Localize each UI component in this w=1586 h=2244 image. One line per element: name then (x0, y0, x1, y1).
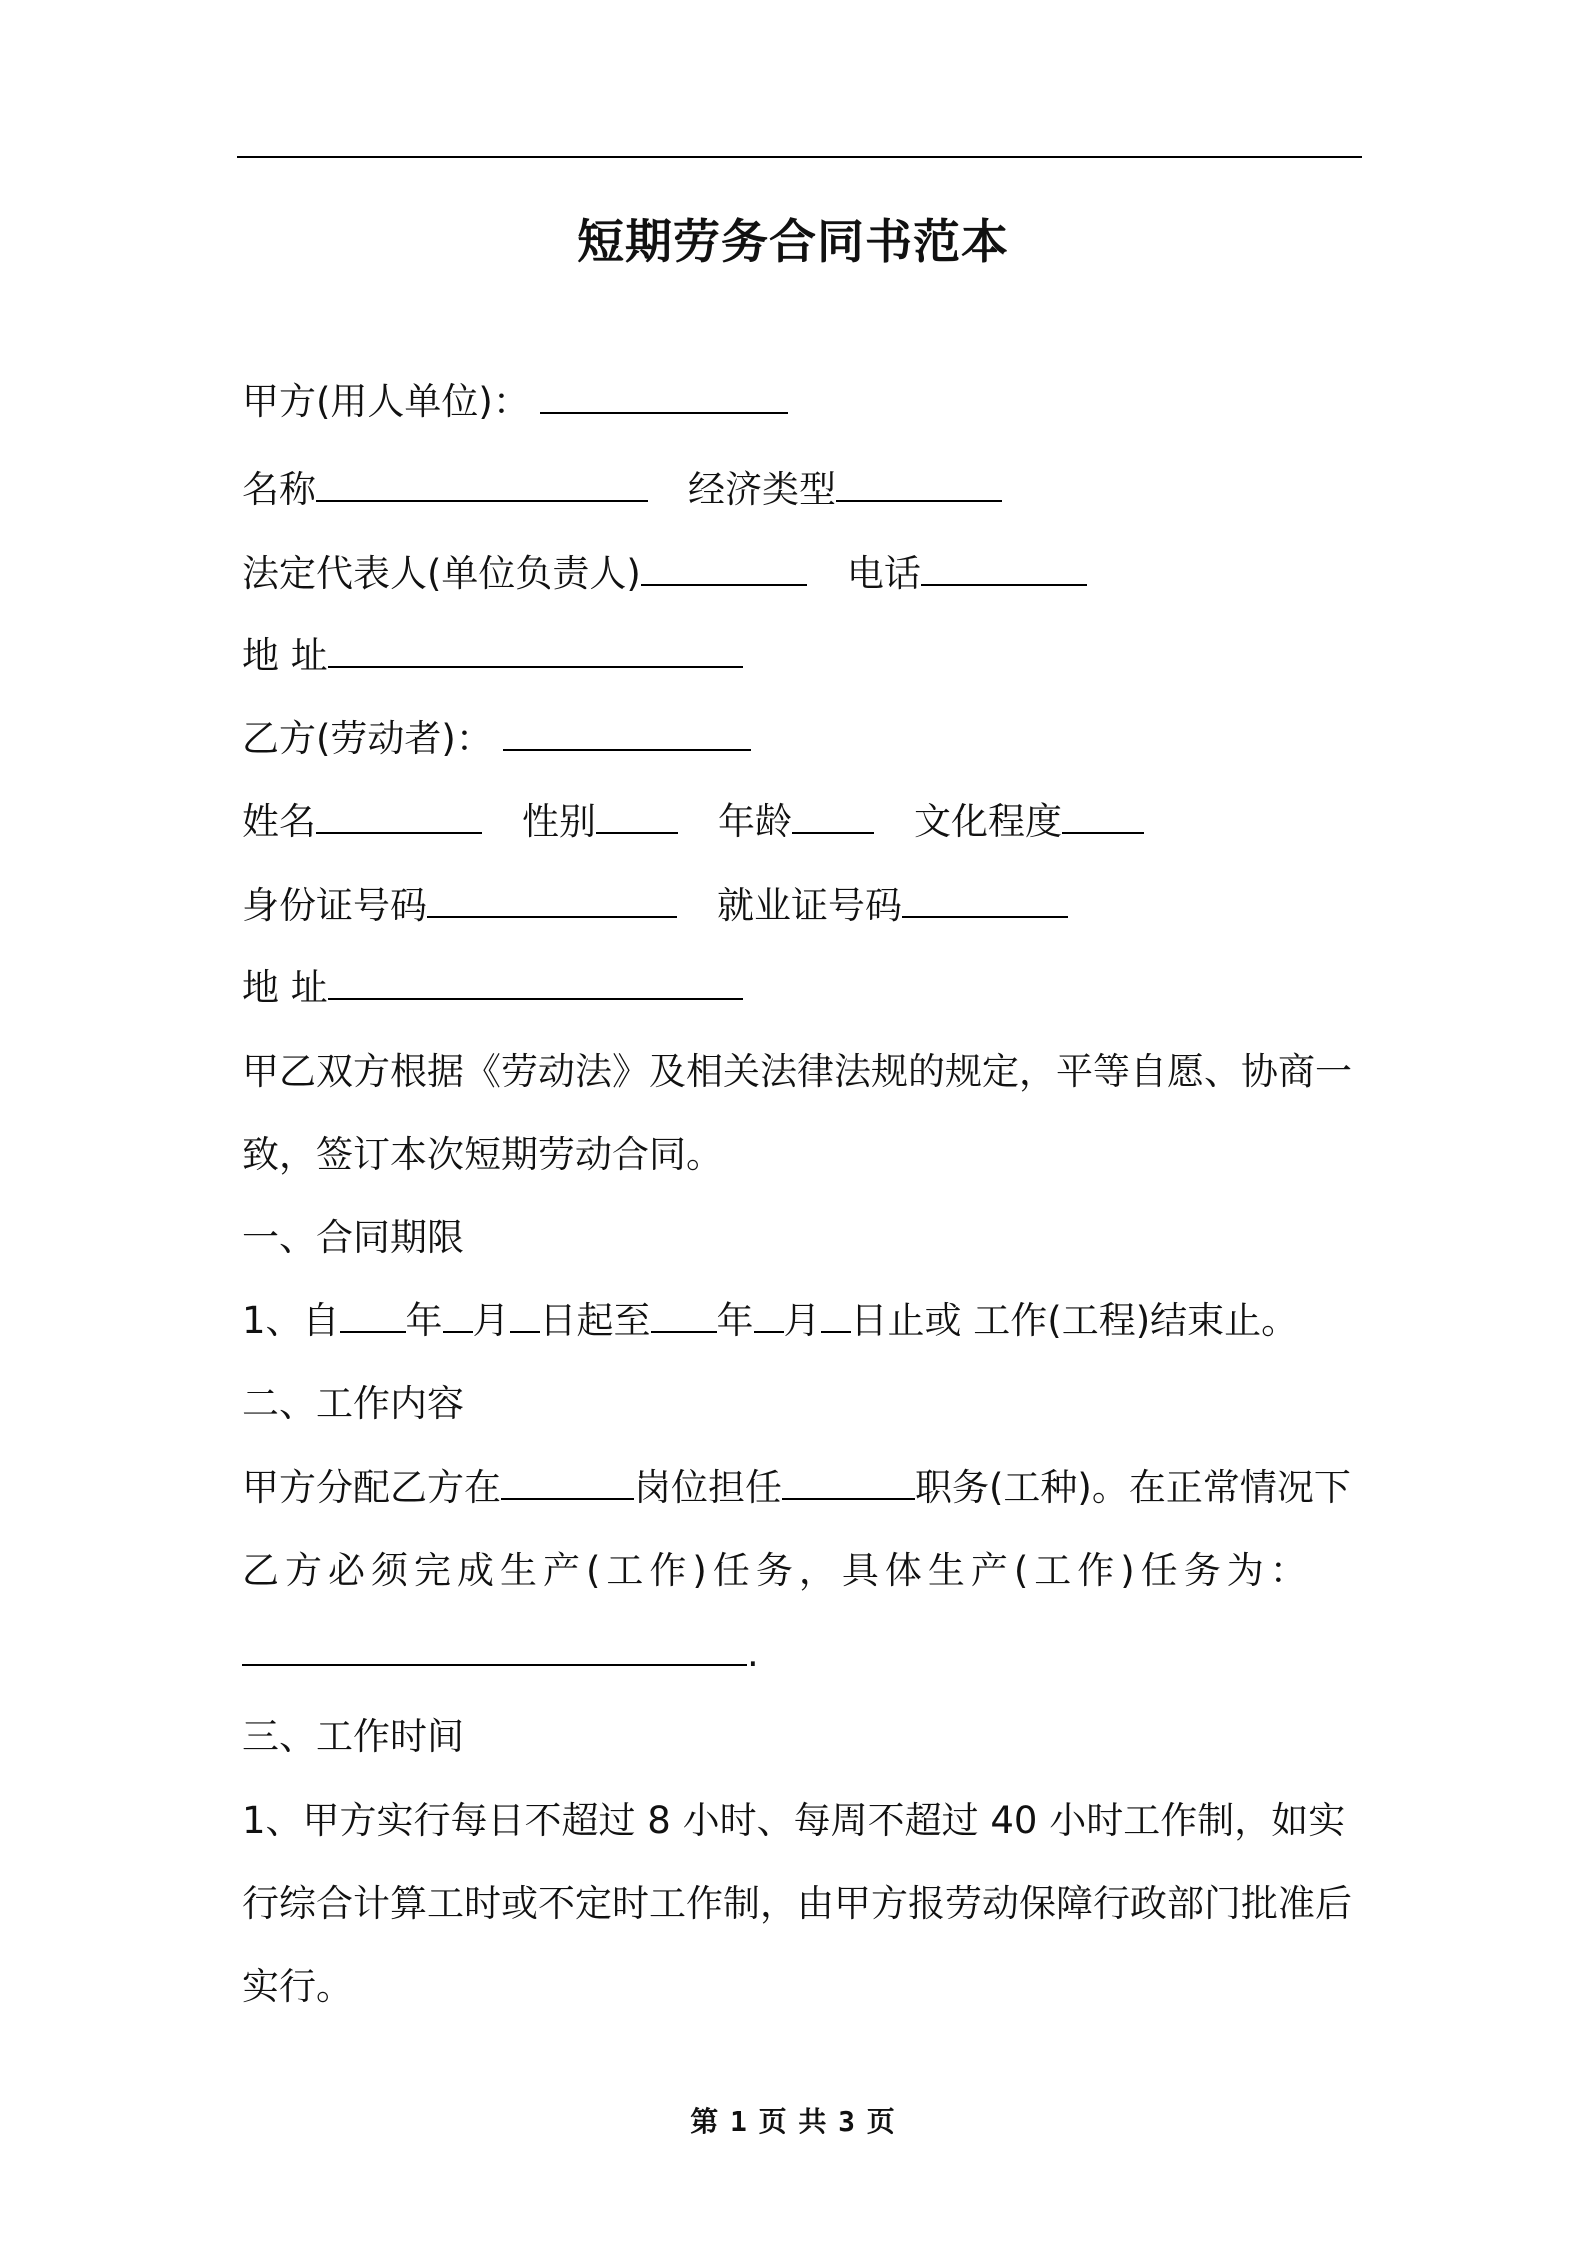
hours-line-2: 行综合计算工时或不定时工作制，由甲方报劳动保障行政部门批准后 (242, 1882, 1352, 1925)
end-day-blank (821, 1299, 851, 1333)
id-number-label: 身份证号码 (242, 884, 427, 927)
address-blank (328, 634, 743, 668)
intro-line-2: 致，签订本次短期劳动合同。 (242, 1133, 723, 1176)
id-number-blank (427, 884, 677, 918)
duty-blank (782, 1466, 915, 1500)
party-a-heading-line (242, 378, 788, 426)
term-day-2: 日止或 (850, 1299, 962, 1342)
economic-type-label: 经济类型 (688, 468, 836, 511)
education-blank (1062, 800, 1144, 834)
start-year-blank (340, 1299, 406, 1333)
economic-type-blank (836, 468, 1002, 502)
party-a-blank (540, 380, 788, 414)
gender-blank (596, 800, 678, 834)
party-a-legal-rep-line (242, 550, 1087, 598)
party-b-address-line (242, 964, 743, 1012)
term-year-1: 年 (405, 1299, 443, 1342)
gender-label: 性别 (522, 800, 596, 843)
legal-rep-label: 法定代表人(单位负责人) (242, 552, 641, 595)
age-label: 年龄 (718, 800, 792, 843)
term-month-2: 月 (783, 1299, 821, 1342)
work-line-2: 乙方必须完成生产(工作)任务，具体生产(工作)任务为： (242, 1549, 1313, 1592)
footer-middle: 页 共 (758, 2105, 828, 2138)
party-b-heading-line (242, 715, 751, 763)
party-b-address-blank (328, 966, 743, 1000)
party-a-name-line (242, 466, 1002, 514)
footer-suffix: 页 (866, 2105, 896, 2138)
hours-line-3: 实行。 (242, 1965, 353, 2008)
end-year-blank (651, 1299, 717, 1333)
party-b-info-line (242, 798, 1144, 846)
term-day-1: 日起至 (539, 1299, 651, 1342)
term-year-2: 年 (716, 1299, 754, 1342)
party-b-blank (503, 717, 751, 751)
document-title: 短期劳务合同书范本 (577, 215, 1009, 270)
work-line-3 (242, 1630, 759, 1678)
name-label: 名称 (242, 468, 316, 511)
term-line (242, 1297, 1298, 1345)
header-rule (237, 156, 1362, 158)
person-name-label: 姓名 (242, 800, 316, 843)
work-part-3: 职务(工种)。在正常情况下 (915, 1466, 1351, 1509)
work-line-1 (242, 1464, 1351, 1512)
total-pages-number: 3 (838, 2105, 856, 2138)
start-month-blank (443, 1299, 473, 1333)
section-2-heading: 二、工作内容 (242, 1382, 464, 1425)
party-a-address-line (242, 632, 743, 680)
work-part-1: 甲方分配乙方在 (242, 1466, 501, 1509)
term-prefix: 1、自 (242, 1299, 340, 1342)
current-page-number: 1 (730, 2105, 748, 2138)
party-b-id-line (242, 882, 1068, 930)
end-month-blank (754, 1299, 784, 1333)
footer-prefix: 第 (690, 2105, 720, 2138)
section-1-heading: 一、合同期限 (242, 1216, 464, 1259)
page-footer (0, 2100, 1586, 2140)
party-a-heading: 甲方(用人单位)： (242, 380, 530, 423)
education-label: 文化程度 (914, 800, 1062, 843)
party-b-heading: 乙方(劳动者)： (242, 717, 493, 760)
person-name-blank (316, 800, 482, 834)
address-label: 地 址 (242, 634, 328, 677)
legal-rep-blank (641, 552, 807, 586)
work-part-2: 岗位担任 (634, 1466, 782, 1509)
start-day-blank (510, 1299, 540, 1333)
employment-id-blank (902, 884, 1068, 918)
section-3-heading: 三、工作时间 (242, 1715, 464, 1758)
post-blank (501, 1466, 634, 1500)
phone-blank (921, 552, 1087, 586)
intro-line-1: 甲乙双方根据《劳动法》及相关法律法规的规定，平等自愿、协商一 (242, 1050, 1352, 1093)
hours-line-1: 1、甲方实行每日不超过 8 小时、每周不超过 40 小时工作制，如实 (242, 1799, 1346, 1842)
work-line-3-end: . (747, 1632, 759, 1675)
age-blank (792, 800, 874, 834)
employment-id-label: 就业证号码 (717, 884, 902, 927)
name-blank (316, 468, 648, 502)
phone-label: 电话 (846, 552, 921, 595)
term-suffix: 工作(工程)结束止。 (961, 1299, 1299, 1342)
party-b-address-label: 地 址 (242, 966, 328, 1009)
task-blank (242, 1632, 747, 1666)
term-month-1: 月 (472, 1299, 510, 1342)
